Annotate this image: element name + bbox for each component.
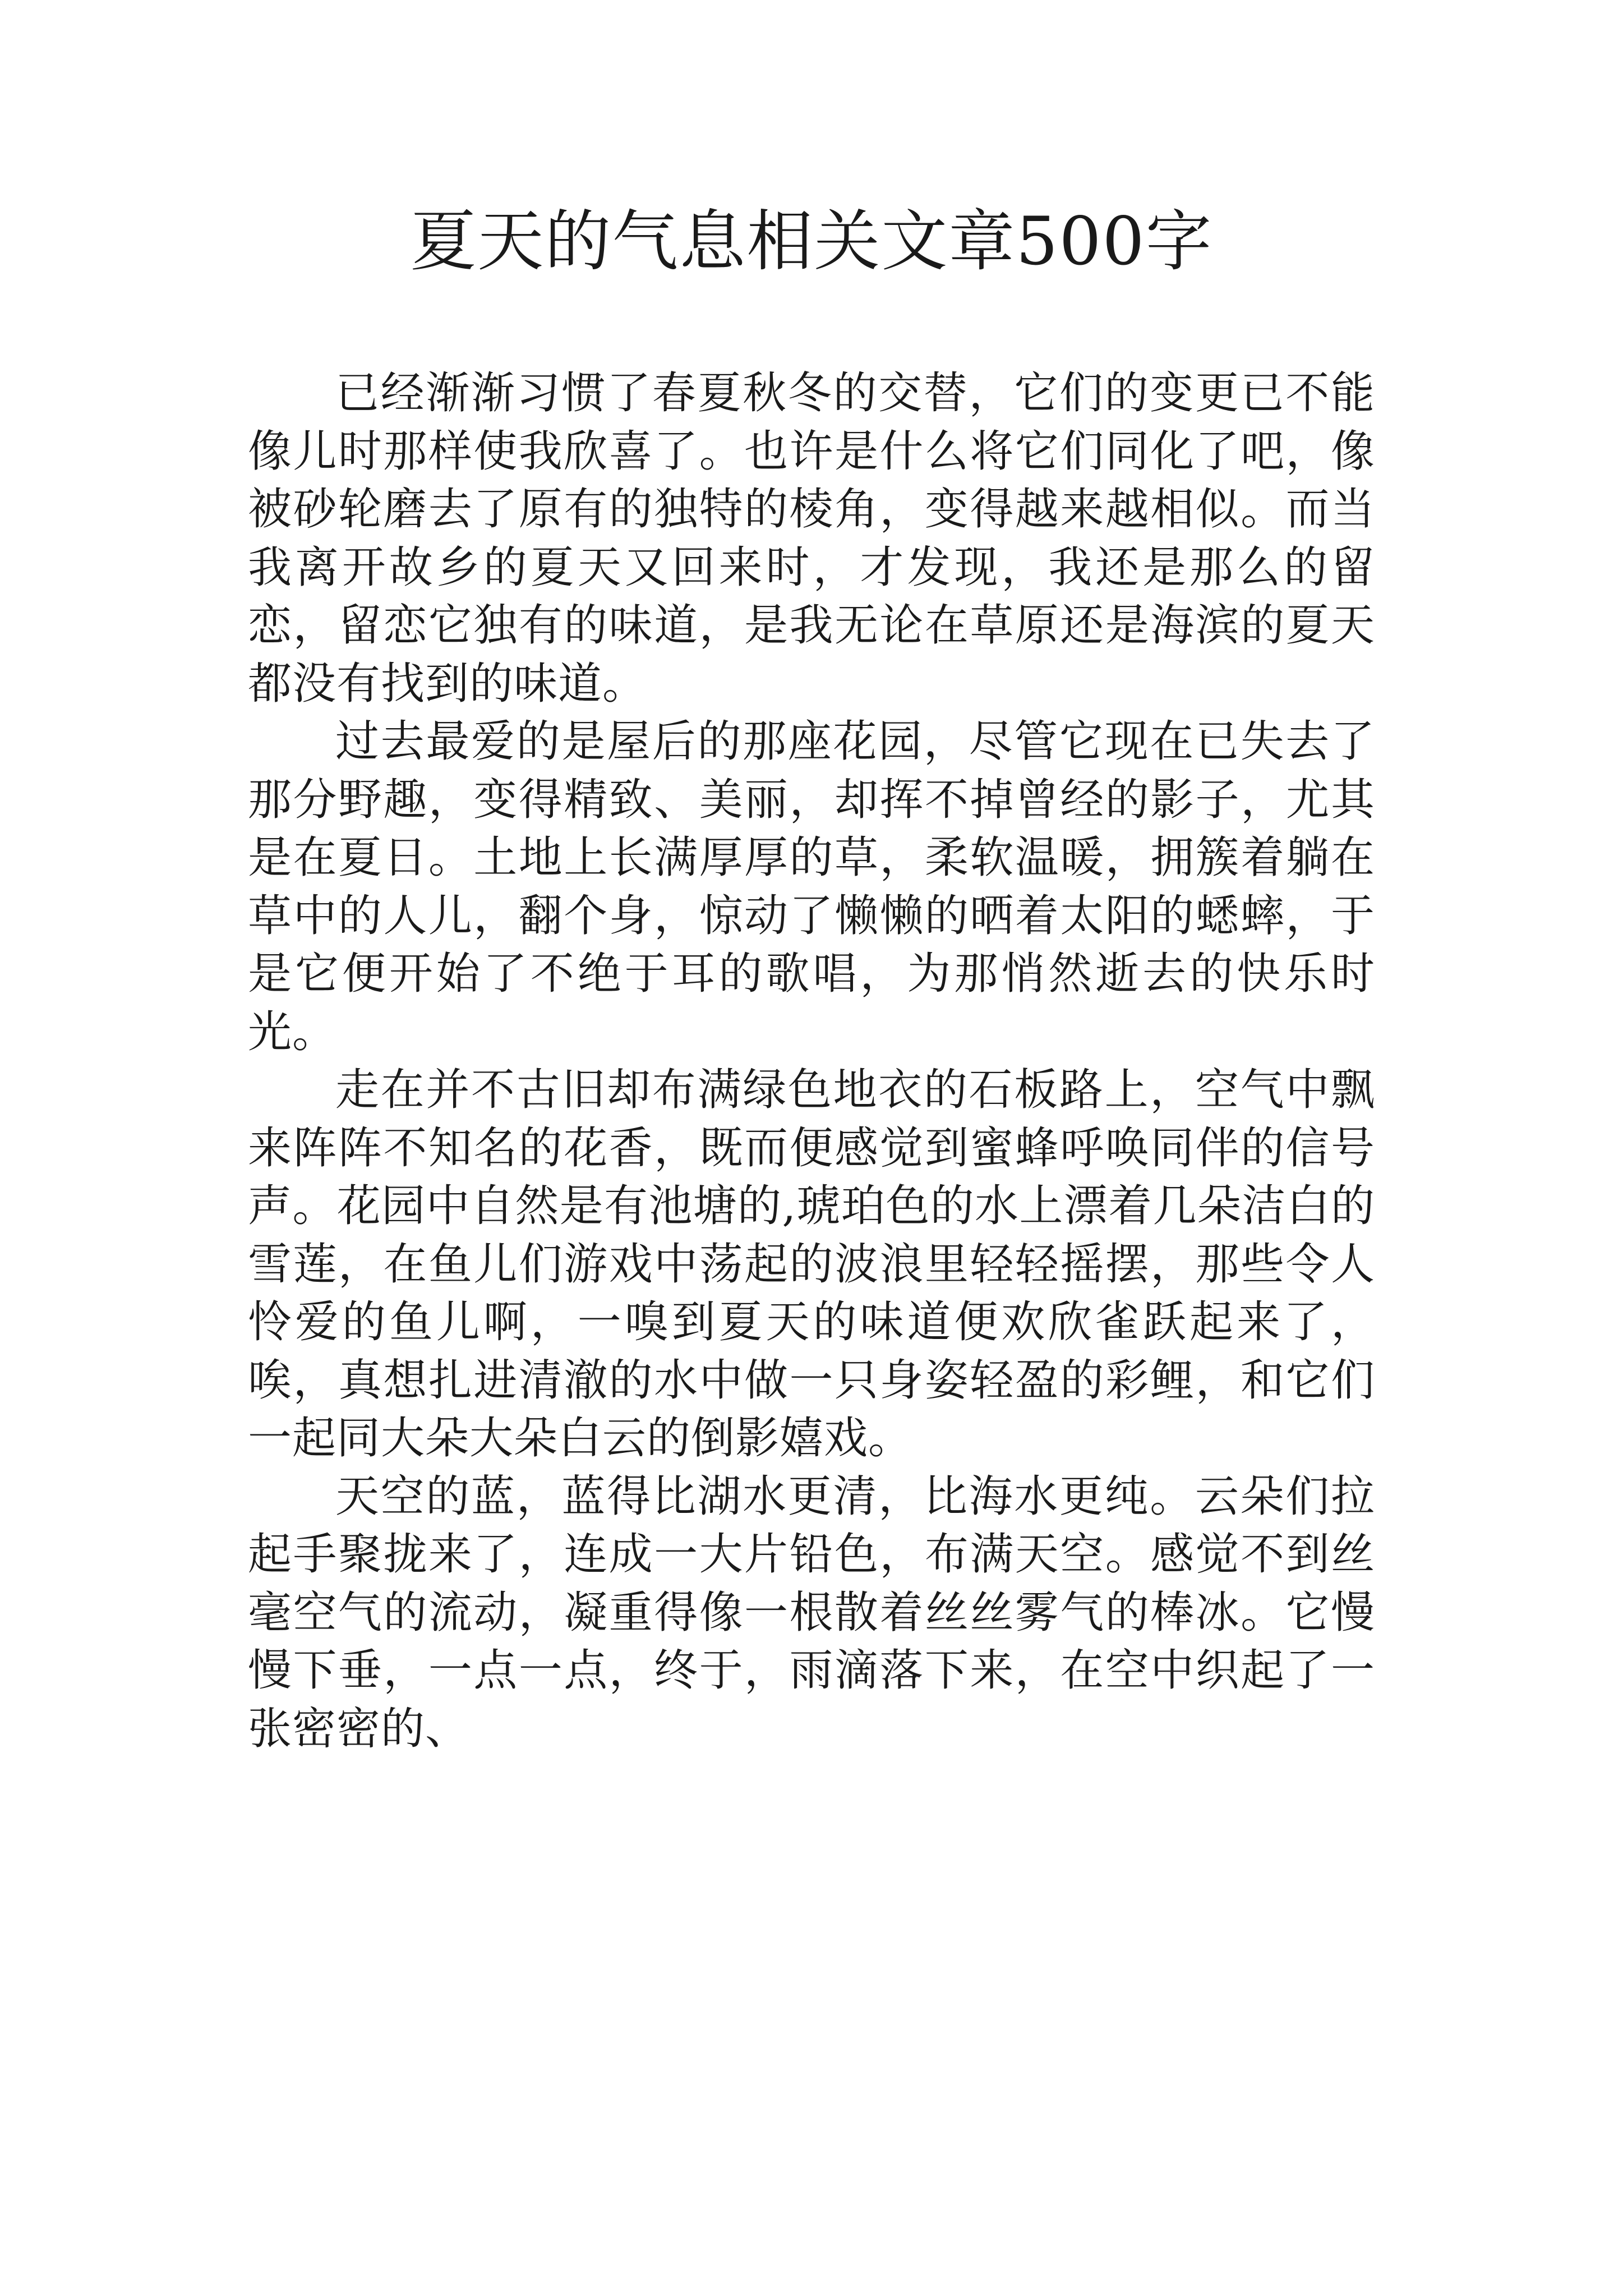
- paragraph-2: 过去最爱的是屋后的那座花园，尽管它现在已失去了那分野趣，变得精致、美丽，却挥不掉曾经的影子，尤其是在夏日。土地上长满厚厚的草，柔软温暖，拥簇着躺在草中的人儿，翻个身，惊动了懒懒的晒着太阳的蟋蟀，于是它便开始了不绝于耳的歌唱，为那悄然逝去的快乐时光。: [248, 716, 1375, 1057]
- paragraph-4: 天空的蓝，蓝得比湖水更清，比海水更纯。云朵们拉起手聚拢来了，连成一大片铅色，布满天空。感觉不到丝毫空气的流动，凝重得像一根散着丝丝雾气的棒冰。它慢慢下垂，一点一点，终于，雨滴落下来，在空中织起了一张密密的、: [248, 1471, 1375, 1754]
- article-body: [248, 365, 1375, 1758]
- paragraph-3: 走在并不古旧却布满绿色地衣的石板路上，空气中飘来阵阵不知名的花香，既而便感觉到蜜蜂呼唤同伴的信号声。花园中自然是有池塘的,琥珀色的水上漂着几朵洁白的雪莲，在鱼儿们游戏中荡起的波浪里轻轻摇摆，那些令人怜爱的鱼儿啊，一嗅到夏天的味道便欢欣雀跃起来了，唉，真想扎进清澈的水中做一只身姿轻盈的彩鲤，和它们一起同大朵大朵白云的倒影嬉戏。: [248, 1065, 1375, 1464]
- paragraph-1: 已经渐渐习惯了春夏秋冬的交替，它们的变更已不能像儿时那样使我欣喜了。也许是什么将它们同化了吧，像被砂轮磨去了原有的独特的棱角，变得越来越相似。而当我离开故乡的夏天又回来时，才发现，我还是那么的留恋，留恋它独有的味道，是我无论在草原还是海滨的夏天都没有找到的味道。: [248, 368, 1375, 709]
- page-title: 夏天的气息相关文章500字: [410, 203, 1213, 280]
